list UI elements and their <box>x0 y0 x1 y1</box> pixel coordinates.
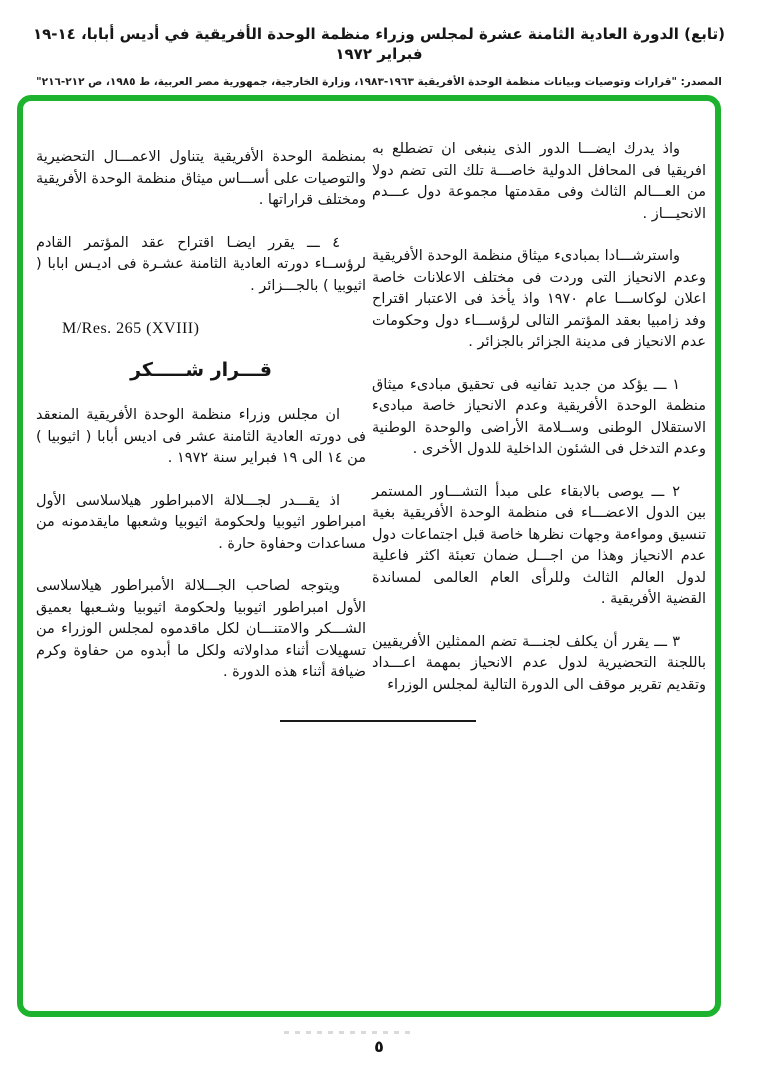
page-number: ٥ <box>374 1037 384 1056</box>
left-text-column <box>36 147 366 722</box>
clause-3: ٣ ـــ يقرر أن يكلف لجنـــة تضم الممثلين الأفريقيين باللجنة التحضيرية لدول عدم الانحياز بمهمة اعـــداد وتقديم تقرير موقف الى الدورة التالية لمجلس الوزراء <box>372 633 706 693</box>
session-title: (تابع) الدورة العادية الثامنة عشرة لمجلس وزراء منظمة الوحدة الأفريقية في أديس أبابا، ١٤-١٩ فبراير ١٩٧٢ <box>32 25 726 63</box>
scan-artifact <box>284 1031 416 1034</box>
resolution-reference: M/Res. 265 (XVIII) <box>62 320 200 337</box>
paragraph: ويتوجه لصاحب الجـــلالة الأمبراطور هيلاسلاسى الأول امبراطور اثيوبيا ولحكومة اثيوبيا وشـعبها بعميق الشـــكر والامتنـــان لكل ماقدموه لمجلس الوزراء من تسهيلات أثناء مداولاته ولكل ما أبدوه من حفاوة وكرم ضيافة أثناء هذه الدورة . <box>36 578 366 680</box>
clause-1: ١ ـــ يؤكد من جديد تفانيه فى تحقيق مبادىء ميثاق منظمة الوحدة الأفريقية وعدم الانحياز خاصة مبادىء الاستقلال الوطنى وســلامة الأراضى والوحدة الوطنية وعدم التدخل فى الشئون الداخلية للدول الأخرى . <box>372 376 706 457</box>
right-text-column <box>372 139 706 717</box>
paragraph: واذ يدرك ايضـــا الدور الذى ينبغى ان تضطلع به افريقيا فى المحافل الدولية خاصـــة تلك التى تضم دولا من العـــالم الثالث وفى مقدمتها مجموعة دول عـــدم الانحيـــاز . <box>372 141 706 222</box>
separator-rule <box>280 720 476 722</box>
source-citation: المصدر: "قرارات وتوصيات وبيانات منظمة الوحدة الأفريقية ١٩٦٣-١٩٨٣، وزارة الخارجية، جمهورية مصر العربية، ط ١٩٨٥، ص ٢١٢-٢١٦" <box>36 76 722 88</box>
resolution-title: قـــرار شـــــكر <box>130 358 272 381</box>
paragraph: ان مجلس وزراء منظمة الوحدة الأفريقية المنعقد فى دورته العادية الثامنة عشر فى اديس أبابا ( اثيوبيا ) من ١٤ الى ١٩ فبراير سنة ١٩٧٢ . <box>36 407 366 466</box>
clause-4: ٤ ـــ يقرر ايضـا اقتراح عقد المؤتمر القادم لرؤســاء دورته العادية الثامنة عشـرة فى اديـس ابابا ( اثيوبيا ) بالجـــزائر . <box>36 234 366 294</box>
page-header <box>20 24 738 89</box>
paragraph: واسترشـــادا بمبادىء ميثاق منظمة الوحدة الأفريقية وعدم الانحياز التى وردت فى مختلف الاعلانات خاصة اعلان لوكاســـا عام ١٩٧٠ واذ يأخذ فى الاعتبار اقتراح وفد زامبيا بعقد المؤتمر التالى لرؤســـاء دول وحكومات عدم الانحياز فى مدينة الجزائر بالجزائر . <box>372 248 706 350</box>
clause-2: ٢ ـــ يوصى بالابقاء على مبدأ التشـــاور المستمر بين الدول الاعضـــاء فى منظمة الوحدة الأفريقية بغية تنسيق ومواءمة وجهات نظرها خاصة قبل اجتماعات دول عدم الانحياز وهذا من اجـــل ضمان تعبئة اكثر فاعلية لدول العالم الثالث وللرأى العام العالمى لمساندة القضية الأفريقية . <box>372 483 706 607</box>
green-framed-document <box>17 95 721 1017</box>
paragraph: اذ يقـــدر لجـــلالة الامبراطور هيلاسلاسى الأول امبراطور اثيوبيا ولحكومة اثيوبيا وشعبها مايقدمونه من مساعدات وحفاوة حارة . <box>36 492 366 552</box>
continuation-paragraph: بمنظمة الوحدة الأفريقية يتناول الاعمـــال التحضيرية والتوصيات على أســـاس ميثاق منظمة الوحدة الأفريقية ومختلف قراراتها . <box>36 149 366 208</box>
